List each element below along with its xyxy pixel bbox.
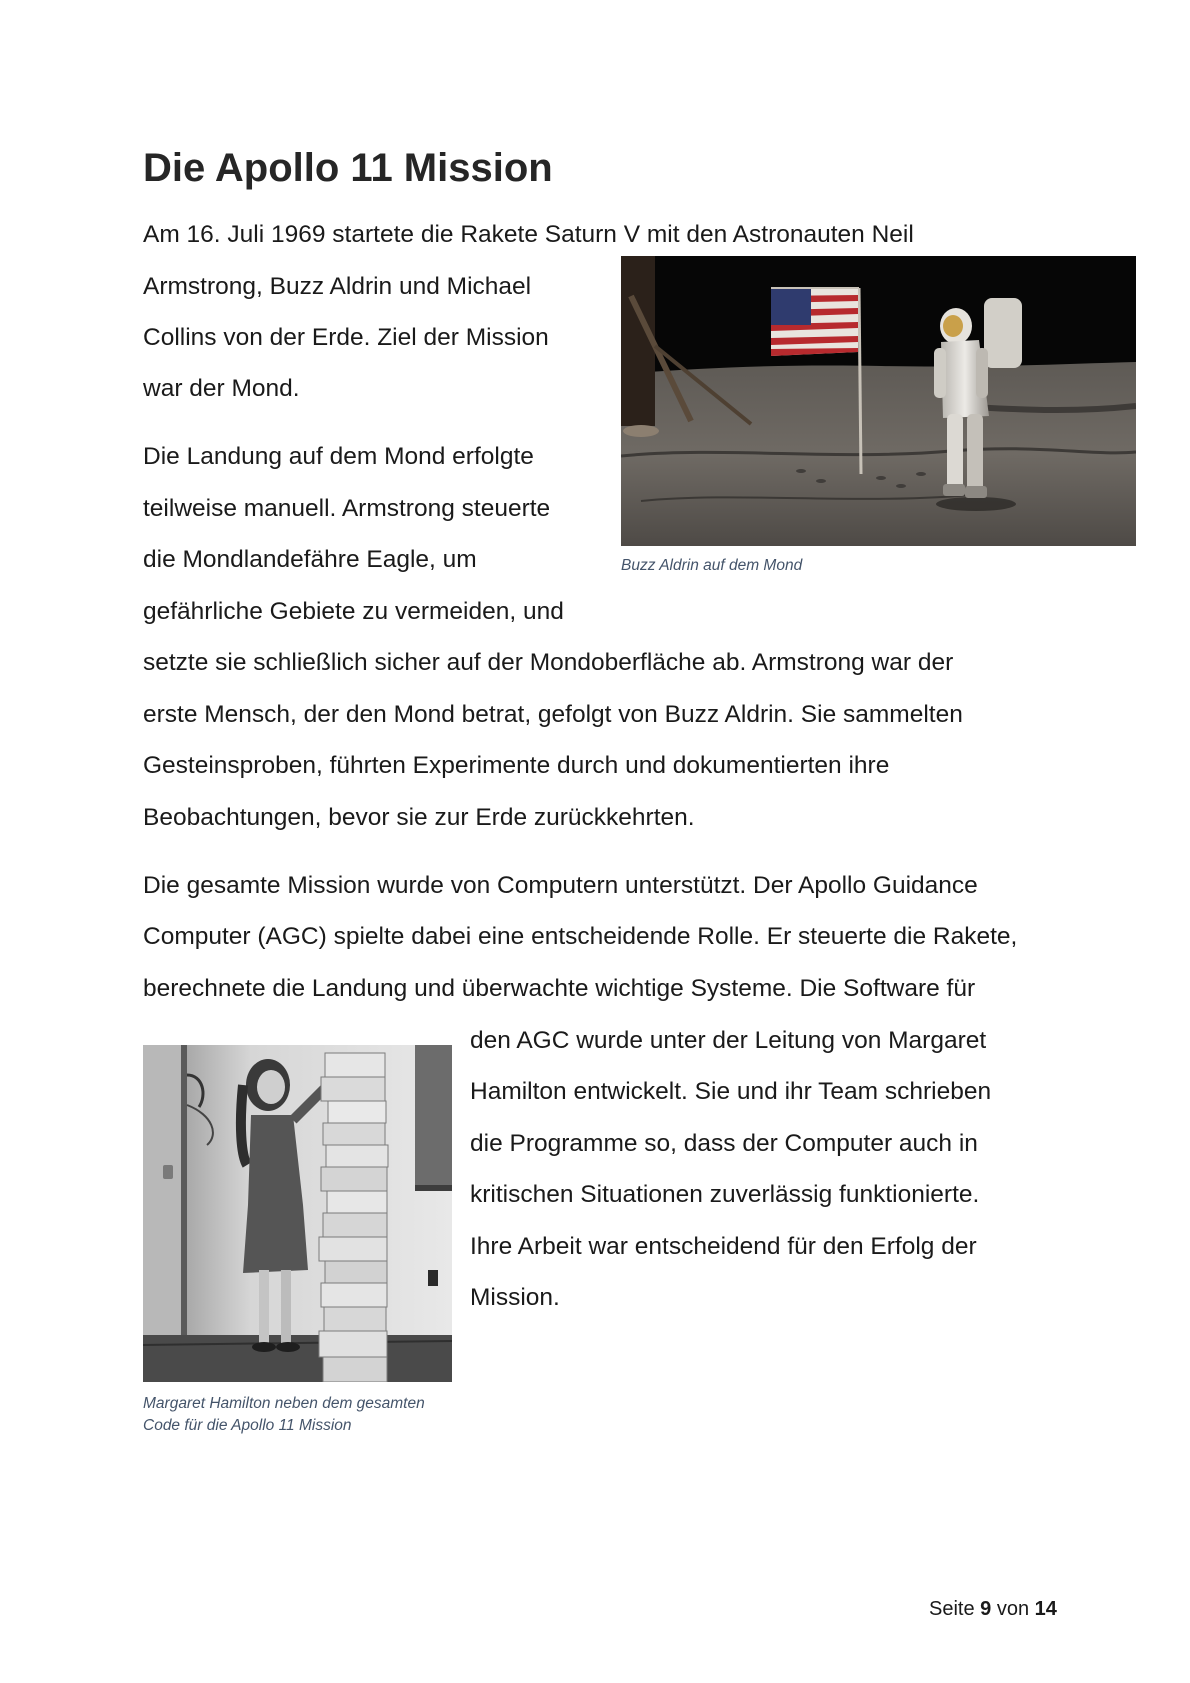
moon-photo-caption: Buzz Aldrin auf dem Mond	[621, 557, 803, 574]
paragraph-3-line-7: kritischen Situationen zuverlässig funktionierte.	[470, 1181, 980, 1208]
hamilton-photo-caption-line-2: Code für die Apollo 11 Mission	[143, 1417, 352, 1434]
paragraph-3-line-5: Hamilton entwickelt. Sie und ihr Team schrieben	[470, 1078, 992, 1105]
footer-prefix: Seite	[929, 1598, 975, 1620]
paragraph-3-line-1: Die gesamte Mission wurde von Computern unterstützt. Der Apollo Guidance	[143, 872, 978, 899]
total-page-count: 14	[1034, 1598, 1057, 1620]
paragraph-2-line-1: Die Landung auf dem Mond erfolgte	[143, 443, 534, 470]
paragraph-3-line-3: berechnete die Landung und überwachte wichtige Systeme. Die Software für	[143, 975, 976, 1002]
current-page-number: 9	[980, 1598, 992, 1620]
paragraph-2-line-2: teilweise manuell. Armstrong steuerte	[143, 495, 551, 522]
paragraph-1-line-1: Am 16. Juli 1969 startete die Rakete Saturn V mit den Astronauten Neil	[143, 221, 914, 248]
paragraph-3-line-9: Mission.	[470, 1284, 560, 1311]
paragraph-1-line-4: war der Mond.	[143, 375, 300, 402]
paragraph-3-line-6: die Programme so, dass der Computer auch in	[470, 1130, 978, 1157]
page-number-footer	[929, 1598, 1057, 1621]
paragraph-2-line-7: Gesteinsproben, führten Experimente durch und dokumentierten ihre	[143, 752, 890, 779]
paragraph-3-line-2: Computer (AGC) spielte dabei eine entscheidende Rolle. Er steuerte die Rakete,	[143, 923, 1018, 950]
hamilton-photo-caption-line-1: Margaret Hamilton neben dem gesamten	[143, 1395, 425, 1412]
paragraph-2-line-6: erste Mensch, der den Mond betrat, gefolgt von Buzz Aldrin. Sie sammelten	[143, 701, 963, 728]
paragraph-3-line-4: den AGC wurde unter der Leitung von Margaret	[470, 1027, 987, 1054]
page-title: Die Apollo 11 Mission	[143, 146, 553, 190]
paragraph-2-line-8: Beobachtungen, bevor sie zur Erde zurückkehrten.	[143, 804, 695, 831]
paragraph-1-line-3: Collins von der Erde. Ziel der Mission	[143, 324, 549, 351]
footer-middle: von	[996, 1598, 1030, 1620]
paragraph-2-line-4: gefährliche Gebiete zu vermeiden, und	[143, 598, 564, 625]
hamilton-code-photo	[143, 1045, 452, 1382]
paragraph-1-line-2: Armstrong, Buzz Aldrin und Michael	[143, 273, 532, 300]
paragraph-2-line-3: die Mondlandefähre Eagle, um	[143, 546, 477, 573]
paragraph-2-line-5: setzte sie schließlich sicher auf der Mondoberfläche ab. Armstrong war der	[143, 649, 954, 676]
paragraph-3-line-8: Ihre Arbeit war entscheidend für den Erfolg der	[470, 1233, 977, 1260]
moon-landing-photo	[621, 256, 1136, 546]
